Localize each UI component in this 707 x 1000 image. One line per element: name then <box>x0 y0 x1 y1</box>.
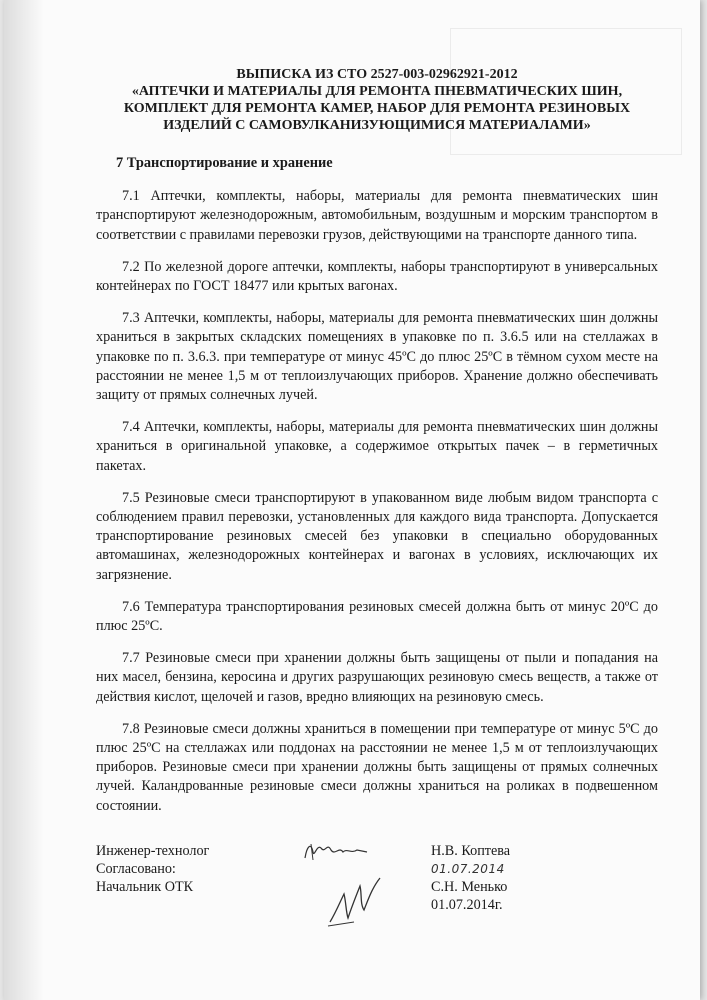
page-edge-shadow <box>4 0 44 1000</box>
engineer-signature <box>301 838 371 864</box>
role-engineer: Инженер-технолог <box>96 843 210 859</box>
qc-head-date: 01.07.2014г. <box>431 897 503 913</box>
title-line: КОМПЛЕКТ ДЛЯ РЕМОНТА КАМЕР, НАБОР ДЛЯ РЕМОНТА РЕЗИНОВЫХ <box>123 101 631 116</box>
paragraph-7-7: 7.7 Резиновые смеси при хранении должны быть защищены от пыли и попадания на них масел, бензина, керосина и других разрушающих резиновую смесь веществ, а также от действия кислот, щелочей и газов, вредно влияющих на резиновую смесь. <box>96 650 658 705</box>
role-qc-head: Начальник ОТК <box>96 879 194 895</box>
qc-head-signature <box>324 872 384 930</box>
title-line: ВЫПИСКА ИЗ СТО 2527-003-02962921-2012 <box>236 67 518 82</box>
signature-block <box>96 842 658 932</box>
document-body <box>96 66 658 829</box>
paragraph-7-4: 7.4 Аптечки, комплекты, наборы, материалы для ремонта пневматических шин должны храниться в оригинальной упаковке, а содержимое открытых пачек – в герметичных пакетах. <box>96 419 658 474</box>
document-title <box>96 66 658 134</box>
title-line: «АПТЕЧКИ И МАТЕРИАЛЫ ДЛЯ РЕМОНТА ПНЕВМАТИЧЕСКИХ ШИН, <box>131 84 623 99</box>
paragraph-7-6: 7.6 Температура транспортирования резиновых смесей должна быть от минус 20ºС до плюс 25ºС. <box>96 598 658 635</box>
engineer-signature-info <box>431 842 510 878</box>
document-page <box>4 0 700 1000</box>
paragraph-7-1: 7.1 Аптечки, комплекты, наборы, материалы для ремонта пневматических шин транспортируют железнодорожным, автомобильным, воздушным и морским транспортом в соответствии с правилами перевозки грузов, действующими на транспорте данного типа. <box>96 188 658 243</box>
signature-roles <box>96 842 209 896</box>
engineer-name: Н.В. Коптева <box>431 843 511 859</box>
engineer-signature-date: 01.07.2014 <box>431 862 505 876</box>
agreed-label: Согласовано: <box>96 861 176 877</box>
paragraph-7-3: 7.3 Аптечки, комплекты, наборы, материалы для ремонта пневматических шин должны храниться в закрытых складских помещениях в упаковке по п. 3.6.5 или на стеллажах в упаковке по п. 3.6.3. при температуре от минус 45ºС до плюс 25ºС в тёмном сухом месте на расстоянии не менее 1,5 м от теплоизлучающих приборов. Хранение должно обеспечивать защиту от прямых солнечных лучей. <box>96 310 658 404</box>
qc-head-signature-info <box>431 878 507 914</box>
qc-head-name: С.Н. Менько <box>431 879 508 895</box>
paragraph-7-5: 7.5 Резиновые смеси транспортируют в упакованном виде любым видом транспорта с соблюдением правил перевозки, установленных для каждого вида транспорта. Допускается транспортирование резиновых смесей без упаковки в специально оборудованных автомашинах, железнодорожных контейнерах и вагонах в условиях, исключающих их загрязнение. <box>96 489 658 583</box>
paragraph-7-2: 7.2 По железной дороге аптечки, комплекты, наборы транспортируют в универсальных контейнерах по ГОСТ 18477 или крытых вагонах. <box>96 258 658 295</box>
paragraph-7-8: 7.8 Резиновые смеси должны храниться в помещении при температуре от минус 5ºС до плюс 25ºС на стеллажах или поддонах на расстоянии не менее 1,5 м от теплоизлучающих приборов. Резиновые смеси при хранении должны быть защищены от прямых солнечных лучей. Каландрованные резиновые смеси должны храниться на роликах в подвешенном состоянии. <box>96 720 658 814</box>
title-line: ИЗДЕЛИЙ С САМОВУЛКАНИЗУЮЩИМИСЯ МАТЕРИАЛАМИ» <box>163 118 591 133</box>
section-heading: 7 Транспортирование и хранение <box>116 155 333 171</box>
